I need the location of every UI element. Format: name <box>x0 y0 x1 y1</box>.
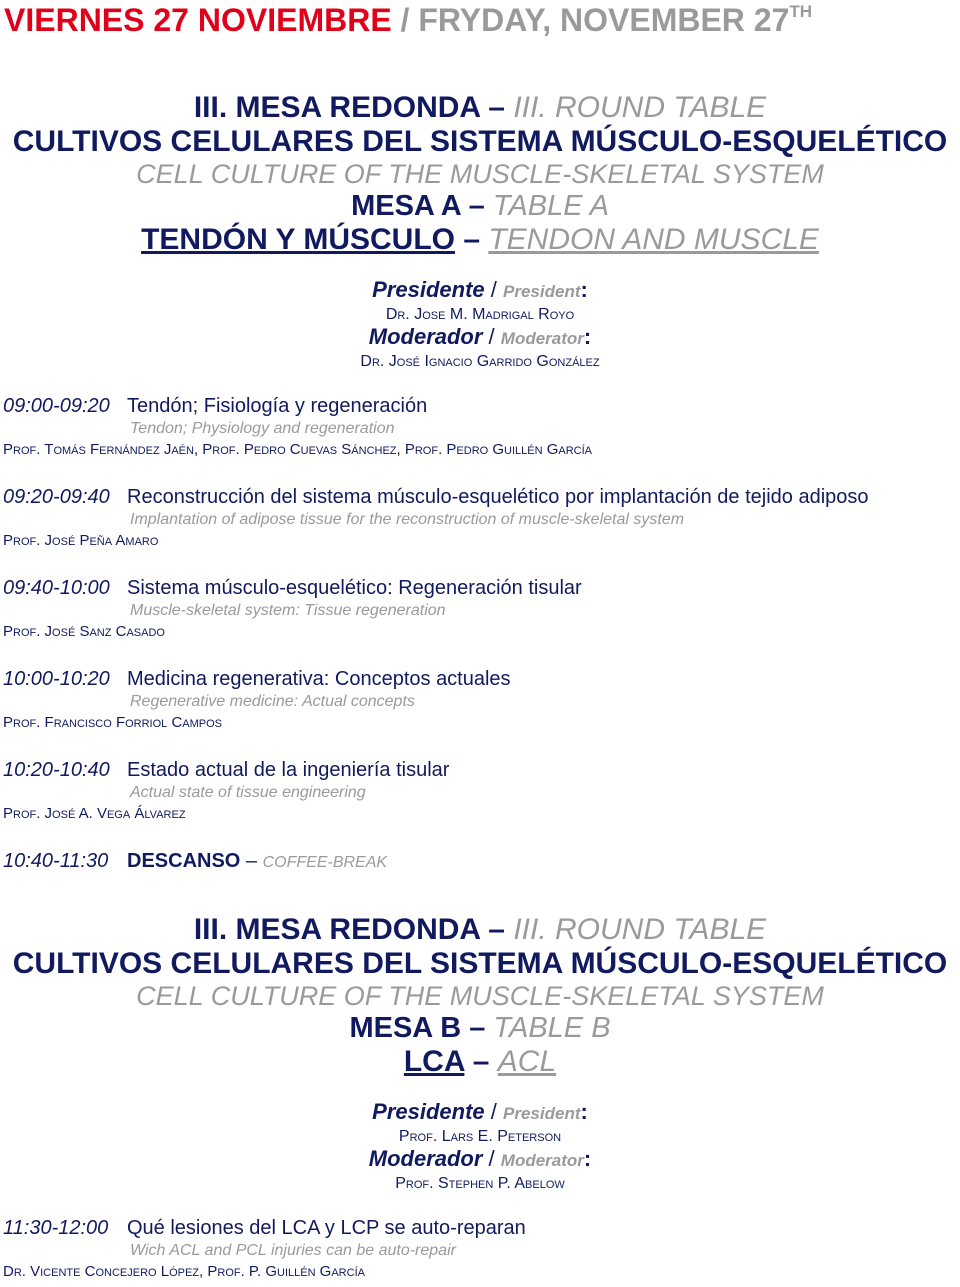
session-speakers: Prof. José Peña Amaro <box>3 532 159 549</box>
president-label-colon: : <box>580 1099 588 1124</box>
table-b-en: TABLE B <box>493 1012 611 1044</box>
table-a-chairs <box>0 278 960 372</box>
president-label-en: President <box>503 1104 581 1123</box>
round-table-en: III. ROUND TABLE <box>513 91 767 124</box>
table-b-president-name: Prof. Lars E. Peterson <box>398 1128 562 1145</box>
session-title-es: Estado actual de la ingeniería tisular <box>127 759 450 781</box>
session-speakers: Prof. José Sanz Casado <box>3 623 165 640</box>
moderator-label-sep: / <box>482 1146 501 1171</box>
topic-title-en: CELL CULTURE OF THE MUSCLE-SKELETAL SYSTEM <box>136 159 824 189</box>
session-block <box>3 576 958 642</box>
session-block <box>3 485 958 551</box>
session-row <box>3 758 958 782</box>
table-b-subject-es: LCA <box>403 1045 465 1078</box>
moderator-label-en: Moderator <box>500 329 584 348</box>
break-time: 10:40-11:30 <box>3 850 109 872</box>
session-title-en: Regenerative medicine: Actual concepts <box>130 693 415 710</box>
session-speakers: Prof. Francisco Forriol Campos <box>3 714 223 731</box>
session-row <box>3 667 958 691</box>
table-b-dash: – <box>461 1012 494 1044</box>
session-title-es: Qué lesiones del LCA y LCP se auto-reparan <box>127 1217 526 1239</box>
president-label-es: Presidente <box>372 277 485 302</box>
moderator-label-colon: : <box>583 324 592 349</box>
session-title-en: Wich ACL and PCL injuries can be auto-repair <box>130 1242 456 1259</box>
table-a-subject-en: TENDON AND MUSCLE <box>488 223 819 256</box>
session-time: 11:30-12:00 <box>3 1217 109 1239</box>
round-table-es: III. MESA REDONDA <box>193 913 480 946</box>
table-b-moderator-name: Prof. Stephen P. Abelow <box>395 1175 565 1192</box>
moderator-label-es: Moderador <box>368 1146 483 1171</box>
table-a-president-name: Dr. Jose M. Madrigal Royo <box>385 306 575 323</box>
session-title-es: Tendón; Fisiología y regeneración <box>127 395 428 417</box>
round-table-title <box>0 91 960 125</box>
break-dash: – <box>240 850 263 872</box>
break-row <box>3 849 958 875</box>
day-header <box>4 2 812 39</box>
table-b-es: MESA B <box>349 1012 462 1044</box>
table-b-subject-dash: – <box>464 1045 498 1078</box>
president-label-sep: / <box>484 277 504 302</box>
session-title-es: Reconstrucción del sistema músculo-esquelético por implantación de tejido adiposo <box>127 486 869 508</box>
topic-title-es: CULTIVOS CELULARES DEL SISTEMA MÚSCULO-ESQUELÉTICO <box>12 947 948 980</box>
table-a-subject-es: TENDÓN Y MÚSCULO <box>141 223 455 256</box>
session-row <box>3 1216 958 1240</box>
session-speakers: Dr. Vicente Concejero López, Prof. P. Guillén García <box>3 1263 365 1280</box>
table-b-subject <box>0 1045 960 1078</box>
session-row <box>3 394 958 418</box>
moderator-label-sep: / <box>482 324 501 349</box>
session-title-en: Muscle-skeletal system: Tissue regeneration <box>130 602 446 619</box>
table-a-en: TABLE A <box>492 190 609 222</box>
table-b-subject-en: ACL <box>497 1045 557 1078</box>
table-a-dash: – <box>460 190 493 222</box>
moderator-label-colon: : <box>583 1146 592 1171</box>
session-time: 09:00-09:20 <box>3 395 110 417</box>
session-time: 10:00-10:20 <box>3 668 110 690</box>
day-title-en-text: FRYDAY, NOVEMBER 27 <box>418 2 790 38</box>
moderator-label <box>0 325 960 351</box>
table-a-label <box>0 190 960 223</box>
session-time: 10:20-10:40 <box>3 759 110 781</box>
moderator-label <box>0 1147 960 1173</box>
table-a-subject <box>0 223 960 256</box>
president-label-en: President <box>503 282 581 301</box>
topic-title-es: CULTIVOS CELULARES DEL SISTEMA MÚSCULO-ESQUELÉTICO <box>12 125 948 158</box>
president-label <box>0 1100 960 1126</box>
round-table-title <box>0 913 960 947</box>
session-block <box>3 1216 958 1282</box>
session-title-es: Sistema músculo-esquelético: Regeneración tisular <box>127 577 582 599</box>
session-time: 09:20-09:40 <box>3 486 110 508</box>
session-row <box>3 576 958 600</box>
day-title-en <box>418 2 812 38</box>
session-title-en: Actual state of tissue engineering <box>130 784 366 801</box>
session-speakers: Prof. José A. Vega Álvarez <box>3 805 186 822</box>
round-table-en: III. ROUND TABLE <box>513 913 767 946</box>
session-block <box>3 394 958 460</box>
break-en: COFFEE-BREAK <box>262 854 388 871</box>
table-a-es: MESA A <box>351 190 461 222</box>
session-time: 09:40-10:00 <box>3 577 110 599</box>
session-block <box>3 758 958 824</box>
day-title-en-suffix: TH <box>789 2 813 21</box>
session-title-es: Medicina regenerativa: Conceptos actuales <box>127 668 511 690</box>
table-a-heading <box>0 91 960 256</box>
session-speakers: Prof. Tomás Fernández Jaén, Prof. Pedro Cuevas Sánchez, Prof. Pedro Guillén García <box>3 441 592 458</box>
moderator-label-es: Moderador <box>368 324 483 349</box>
table-b-chairs <box>0 1100 960 1194</box>
table-b-label <box>0 1012 960 1045</box>
president-label-es: Presidente <box>372 1099 485 1124</box>
day-title-es: VIERNES 27 NOVIEMBRE <box>4 2 392 38</box>
president-label-colon: : <box>580 277 588 302</box>
round-table-dash: – <box>479 913 514 946</box>
coffee-break <box>3 849 958 875</box>
session-block <box>3 667 958 733</box>
table-a-moderator-name: Dr. José Ignacio Garrido González <box>360 353 600 370</box>
topic-title-en: CELL CULTURE OF THE MUSCLE-SKELETAL SYSTEM <box>136 981 824 1011</box>
session-title-en: Implantation of adipose tissue for the reconstruction of muscle-skeletal system <box>130 511 685 528</box>
president-label <box>0 278 960 304</box>
session-title-en: Tendon; Physiology and regeneration <box>130 420 395 437</box>
day-separator: / <box>391 2 419 38</box>
session-row <box>3 485 958 509</box>
president-label-sep: / <box>484 1099 504 1124</box>
table-a-subject-dash: – <box>454 223 489 256</box>
round-table-dash: – <box>479 91 514 124</box>
moderator-label-en: Moderator <box>500 1151 584 1170</box>
round-table-es: III. MESA REDONDA <box>193 91 480 124</box>
break-es: DESCANSO <box>127 850 241 872</box>
table-b-heading <box>0 913 960 1078</box>
